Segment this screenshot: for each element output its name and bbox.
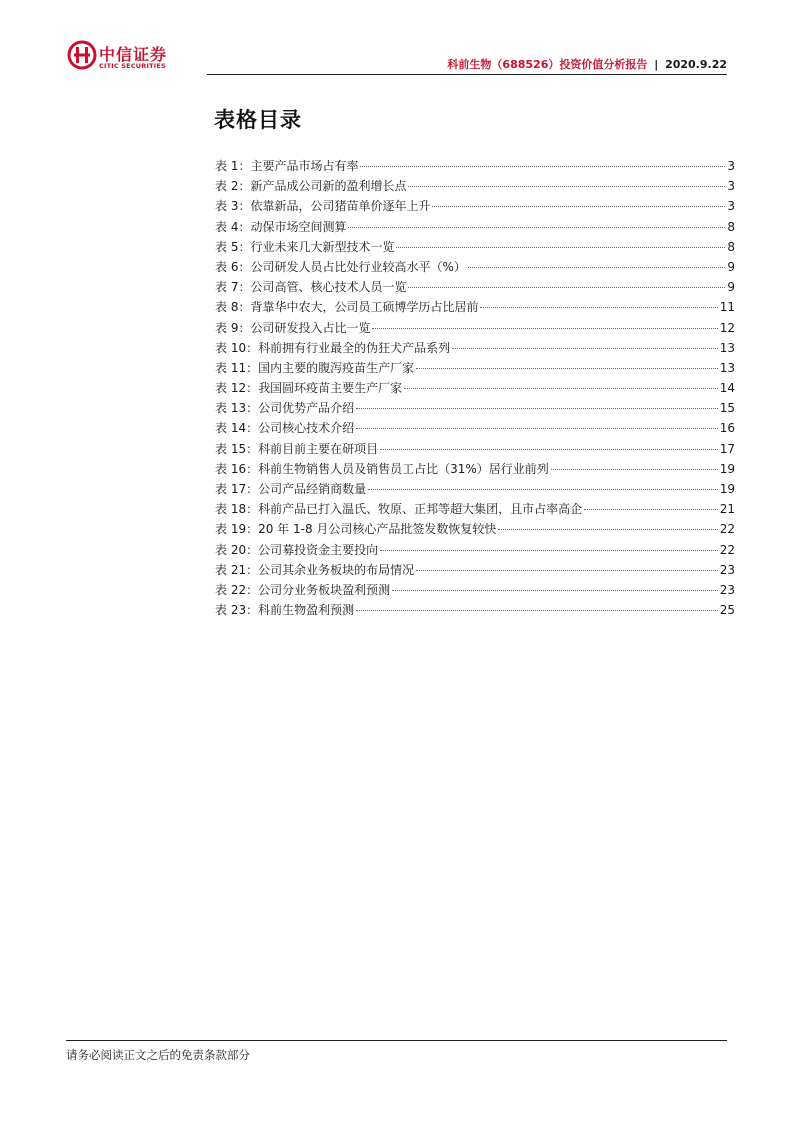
toc-entry[interactable] (215, 196, 735, 216)
toc-entry-label: 表 21：公司其余业务板块的布局情况 (215, 562, 415, 577)
toc-dot-leader (380, 449, 718, 450)
toc-dot-leader (584, 509, 718, 510)
toc-entry[interactable] (215, 600, 735, 620)
toc-entry-page: 17 (719, 441, 735, 456)
toc-dot-leader (498, 529, 717, 530)
toc-entry-page: 15 (719, 401, 735, 416)
toc-entry-page: 16 (719, 421, 735, 436)
toc-entry-label: 表 22：公司分业务板块盈利预测 (215, 582, 391, 597)
toc-entry[interactable] (215, 257, 735, 277)
toc-entry[interactable] (215, 156, 735, 176)
toc-dot-leader (396, 247, 725, 248)
toc-entry[interactable] (215, 217, 735, 237)
toc-dot-leader (392, 590, 718, 591)
toc-entry-page: 9 (727, 280, 735, 295)
toc-entry[interactable] (215, 338, 735, 358)
toc-entry[interactable] (215, 499, 735, 519)
toc-dot-leader (480, 307, 717, 308)
toc-entry[interactable] (215, 358, 735, 378)
toc-entry[interactable] (215, 176, 735, 196)
toc-entry-label: 表 11：国内主要的腹泻疫苗生产厂家 (215, 360, 415, 375)
toc-entry-page: 13 (719, 340, 735, 355)
logo-chinese-name: 中信证券 (99, 45, 168, 64)
toc-entry-page: 3 (727, 159, 735, 173)
citic-emblem-icon (67, 40, 97, 70)
toc-entry-label: 表 7：公司高管、核心技术人员一览 (215, 280, 407, 295)
toc-entry-page: 22 (719, 522, 735, 537)
toc-entry-label: 表 8：背靠华中农大，公司员工硕博学历占比居前 (215, 300, 479, 315)
toc-dot-leader (408, 186, 725, 187)
toc-entry-label: 表 15：科前目前主要在研项目 (215, 441, 379, 456)
toc-dot-leader (360, 166, 725, 167)
report-title: 科前生物（688526）投资价值分析报告 (447, 58, 648, 71)
toc-entry-label: 表 23：科前生物盈利预测 (215, 603, 355, 618)
toc-entry-page: 12 (719, 320, 735, 335)
toc-dot-leader (468, 267, 726, 268)
footer-divider (66, 1040, 727, 1041)
report-date: 2020.9.22 (665, 58, 727, 71)
toc-heading: 表格目录 (214, 108, 302, 132)
logo-english-name: CITIC SECURITIES (99, 62, 166, 70)
toc-entry-page: 13 (719, 360, 735, 375)
toc-entry-label: 表 13：公司优势产品介绍 (215, 401, 355, 416)
toc-entry-label: 表 20：公司募投资金主要投向 (215, 542, 379, 557)
toc-dot-leader (408, 287, 725, 288)
toc-entry-page: 3 (727, 179, 735, 194)
header-divider (207, 74, 727, 75)
report-header (447, 56, 727, 72)
toc-entry-label: 表 9：公司研发投入占比一览 (215, 320, 371, 335)
toc-dot-leader (404, 388, 718, 389)
toc-dot-leader (356, 610, 718, 611)
toc-entry-page: 22 (719, 542, 735, 557)
toc-entry-page: 23 (719, 582, 735, 597)
toc-entry[interactable] (215, 398, 735, 418)
toc-entry-page: 19 (719, 461, 735, 476)
toc-entry-page: 19 (719, 482, 735, 496)
toc-entry-page: 14 (719, 381, 735, 396)
toc-entry[interactable] (215, 378, 735, 398)
toc-dot-leader (432, 206, 725, 207)
toc-dot-leader (372, 328, 717, 329)
toc-dot-leader (416, 570, 718, 571)
toc-entry-label: 表 4：动保市场空间测算 (215, 219, 347, 234)
toc-entry-page: 23 (719, 562, 735, 577)
toc-entry-label: 表 19：20 年 1-8 月公司核心产品批签发数恢复较快 (215, 522, 497, 537)
toc-entry[interactable] (215, 519, 735, 539)
toc-entry[interactable] (215, 418, 735, 438)
toc-entry[interactable] (215, 540, 735, 560)
toc-entry-page: 8 (727, 219, 735, 234)
toc-entry-label: 表 2：新产品成公司新的盈利增长点 (215, 179, 407, 194)
toc-entry-label: 表 17：公司产品经销商数量 (215, 482, 367, 496)
toc-entry-label: 表 14：公司核心技术介绍 (215, 421, 355, 436)
toc-entry-label: 表 6：公司研发人员占比处行业较高水平（%） (215, 259, 466, 274)
toc-entry[interactable] (215, 237, 735, 257)
toc-dot-leader (551, 469, 718, 470)
toc-entry-page: 21 (719, 502, 735, 517)
toc-entry-label: 表 16：科前生物销售人员及销售员工占比（31%）居行业前列 (215, 461, 549, 476)
toc-dot-leader (356, 428, 718, 429)
toc-entry[interactable] (215, 297, 735, 317)
toc-entry[interactable] (215, 580, 735, 600)
toc-entry[interactable] (215, 459, 735, 479)
toc-dot-leader (356, 408, 718, 409)
footer-disclaimer: 请务必阅读正文之后的免责条款部分 (66, 1048, 250, 1062)
toc-dot-leader (380, 550, 718, 551)
toc-dot-leader (348, 227, 725, 228)
toc-entry-label: 表 1：主要产品市场占有率 (215, 159, 359, 173)
toc-entry[interactable] (215, 479, 735, 499)
toc-entry-label: 表 3：依靠新品，公司猪苗单价逐年上升 (215, 199, 431, 214)
toc-entry-label: 表 18：科前产品已打入温氏、牧原、正邦等超大集团，且市占率高企 (215, 502, 583, 517)
toc-entry-page: 11 (719, 300, 735, 315)
toc-dot-leader (368, 489, 718, 490)
header-separator: | (654, 58, 659, 71)
toc-entry[interactable] (215, 277, 735, 297)
toc-entry-label: 表 5：行业未来几大新型技术一览 (215, 239, 395, 254)
table-of-tables (215, 156, 735, 620)
toc-entry-page: 25 (719, 603, 735, 618)
toc-entry-label: 表 12：我国圆环疫苗主要生产厂家 (215, 381, 403, 396)
toc-entry-page: 9 (727, 259, 735, 274)
toc-entry-page: 3 (727, 199, 735, 214)
toc-entry-label: 表 10：科前拥有行业最全的伪狂犬产品系列 (215, 340, 451, 355)
citic-logo (67, 40, 177, 74)
toc-entry[interactable] (215, 439, 735, 459)
toc-entry[interactable] (215, 560, 735, 580)
toc-dot-leader (416, 368, 718, 369)
toc-entry-page: 8 (727, 239, 735, 254)
toc-dot-leader (452, 348, 718, 349)
toc-entry[interactable] (215, 318, 735, 338)
